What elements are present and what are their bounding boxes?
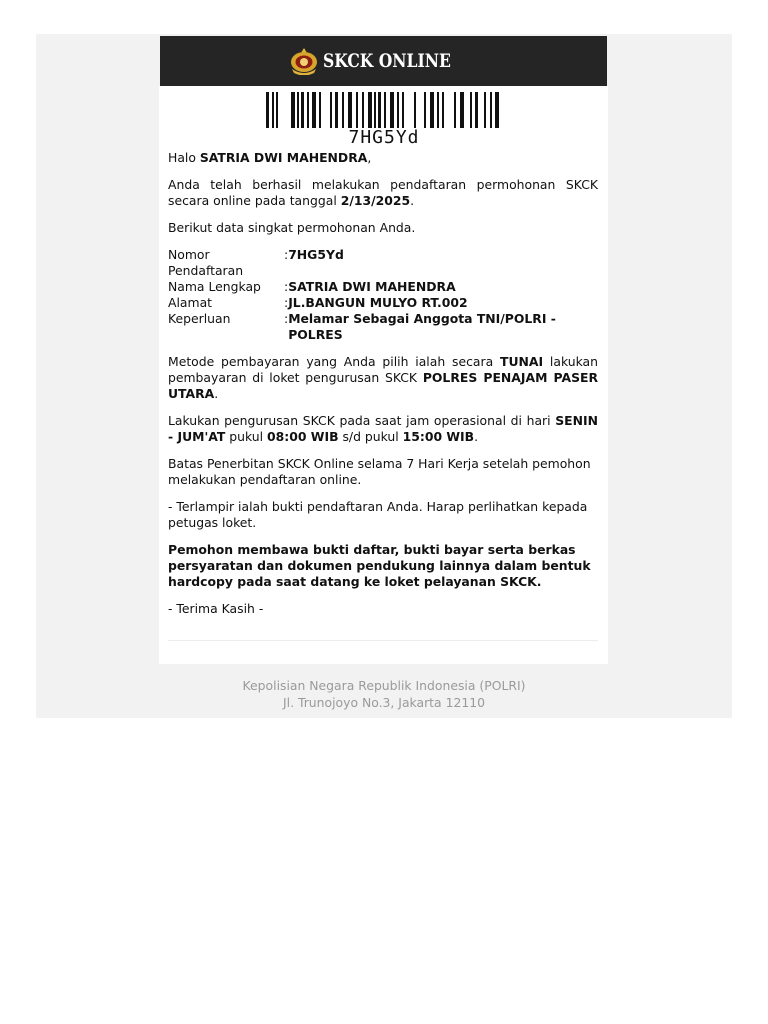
detail-separator: : — [284, 311, 289, 326]
payment-end: . — [214, 386, 219, 401]
detail-label: Alamat — [168, 295, 213, 310]
detail-separator: : — [284, 247, 289, 262]
requirements-text: Pemohon membawa bukti daftar, bukti bayar serta berkas persyaratan dan dokumen pendukung lainnya dalam bentuk hardcopy pada saat datang ke loket pelayanan SKCK. — [168, 542, 591, 589]
payment-paragraph — [168, 354, 598, 402]
detail-row-full-name — [168, 279, 598, 295]
registration-barcode — [264, 92, 504, 128]
details-table — [168, 247, 598, 343]
schedule-days: SENIN - JUM'AT — [168, 413, 598, 444]
greeting-suffix: , — [367, 150, 372, 165]
detail-row-address — [168, 295, 598, 311]
attachment-note: - Terlampir ialah bukti pendaftaran Anda. Harap perlihatkan kepada petugas loket. — [168, 499, 588, 530]
schedule-text: s/d pukul — [338, 429, 403, 444]
detail-separator: : — [284, 295, 289, 310]
content-divider — [168, 640, 598, 641]
detail-label: Nama Lengkap — [168, 279, 261, 294]
payment-location: POLRES PENAJAM PASER UTARA — [168, 370, 599, 401]
schedule-start: 08:00 WIB — [267, 429, 339, 444]
intro-paragraph — [168, 177, 598, 209]
schedule-text: Lakukan pengurusan SKCK pada saat jam operasional di hari — [168, 413, 556, 428]
footer-org: Kepolisian Negara Republik Indonesia (POLRI) — [242, 678, 526, 693]
email-header — [160, 36, 607, 86]
greeting — [168, 150, 598, 166]
detail-label: Nomor Pendaftaran — [168, 247, 244, 278]
intro-end: . — [410, 193, 415, 208]
detail-value: Melamar Sebagai Anggota TNI/POLRI - POLRES — [288, 311, 556, 342]
payment-text: Metode pembayaran yang Anda pilih ialah secara — [168, 354, 500, 369]
summary-heading: Berikut data singkat permohonan Anda. — [168, 220, 416, 235]
thanks-text: - Terima Kasih - — [168, 601, 264, 616]
footer-address: Jl. Trunojoyo No.3, Jakarta 12110 — [282, 695, 485, 710]
deadline-paragraph: Batas Penerbitan SKCK Online selama 7 Hari Kerja setelah pemohon melakukan pendaftaran online. — [168, 456, 591, 487]
email-body — [168, 150, 598, 628]
header-title: SKCK ONLINE — [322, 50, 451, 72]
detail-separator: : — [284, 279, 289, 294]
greeting-prefix: Halo — [168, 150, 200, 165]
intro-text: Anda telah berhasil melakukan pendaftaran permohonan SKCK secara online pada tanggal — [168, 177, 598, 208]
detail-value: SATRIA DWI MAHENDRA — [288, 279, 456, 294]
detail-row-registration-number — [168, 247, 598, 279]
header-logo — [289, 47, 479, 75]
detail-value: JL.BANGUN MULYO RT.002 — [288, 295, 468, 310]
detail-row-purpose — [168, 311, 598, 343]
registration-date: 2/13/2025 — [340, 193, 411, 208]
barcode-code-text: 7HG5Yd — [348, 127, 420, 148]
schedule-text: pukul — [225, 429, 268, 444]
payment-text: lakukan pembayaran di loket pengurusan SKCK — [168, 354, 598, 385]
requirements-paragraph — [168, 542, 598, 590]
email-footer — [36, 677, 732, 711]
greeting-name: SATRIA DWI MAHENDRA — [199, 150, 368, 165]
schedule-paragraph — [168, 413, 598, 445]
payment-method: TUNAI — [500, 354, 544, 369]
detail-label: Keperluan — [168, 311, 231, 326]
police-emblem-icon — [289, 47, 319, 75]
schedule-end: . — [474, 429, 479, 444]
detail-value: 7HG5Yd — [288, 247, 344, 262]
schedule-end-time: 15:00 WIB — [402, 429, 475, 444]
